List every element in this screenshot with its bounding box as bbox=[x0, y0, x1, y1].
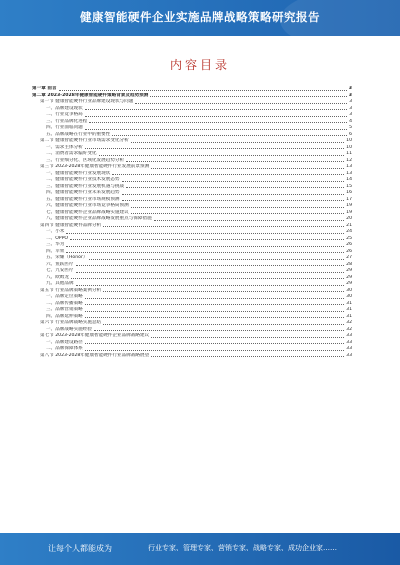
toc-leader-dots bbox=[85, 343, 344, 344]
toc-entry-title: 第五节 行业品牌策略案例分析 bbox=[40, 287, 102, 293]
toc-leader-dots bbox=[85, 109, 347, 110]
toc-leader-dots bbox=[85, 129, 347, 130]
toc-entry-title: 一、品牌定位策略 bbox=[46, 294, 83, 299]
toc-entry-page: 3 bbox=[349, 112, 352, 117]
toc-entry-title: 第四节 健康智能硬件品牌分析 bbox=[40, 222, 102, 228]
toc-entry-title: 一、品牌战略实施经验 bbox=[46, 326, 92, 332]
toc-entry-title: 六、健康智能硬件行业市场竞争格局预测 bbox=[46, 203, 129, 208]
toc-entry-page: 28 bbox=[346, 261, 352, 267]
toc-leader-dots bbox=[151, 168, 344, 169]
toc-entry-title: 第一节 健康智能硬件行业品牌建设现状与问题 bbox=[40, 99, 134, 104]
toc-entry-page: 13 bbox=[346, 164, 352, 169]
toc-entry-page: 21 bbox=[346, 222, 352, 228]
toc-entry-page: 24 bbox=[346, 229, 352, 234]
toc-entry-title: 九、其他品牌 bbox=[46, 281, 74, 286]
toc-leader-dots bbox=[154, 220, 344, 221]
toc-leader-dots bbox=[66, 252, 344, 253]
toc-entry-title: 四、行业面临问题 bbox=[46, 125, 83, 130]
toc-entry-page: 26 bbox=[346, 248, 352, 254]
toc-entry-page: 19 bbox=[346, 209, 352, 215]
page-header-banner bbox=[0, 0, 400, 36]
toc-entry-title: 三、行业细分化、区域化发展趋势分析 bbox=[46, 157, 125, 163]
toc-leader-dots bbox=[85, 350, 344, 351]
toc-entry-title: 五、品牌战略在行业中的重要性 bbox=[46, 131, 111, 137]
toc-entry-page: 10 bbox=[346, 144, 352, 150]
toc-entry-title: 三、品牌营销策略 bbox=[46, 307, 83, 312]
toc-leader-dots bbox=[85, 116, 347, 117]
toc-entry-page: 33 bbox=[346, 352, 352, 358]
toc-entry-page: 30 bbox=[346, 294, 352, 299]
toc-entry-title: 第二章 2023-2028年健康智能硬件策略背景及趋势预测 bbox=[32, 92, 149, 98]
page-footer-banner bbox=[0, 533, 400, 565]
toc-entry-title: 二、OPPO bbox=[46, 235, 68, 241]
toc-leader-dots bbox=[85, 298, 344, 299]
toc-leader-dots bbox=[122, 181, 345, 182]
toc-entry-title: 第七节 2023-2028年健康智能硬件企业品牌战略建议 bbox=[40, 333, 150, 338]
toc-leader-dots bbox=[66, 246, 344, 247]
toc-leader-dots bbox=[66, 233, 344, 234]
toc-entry-page: 29 bbox=[346, 274, 352, 280]
toc-entry-page: 17 bbox=[346, 196, 352, 202]
toc-leader-dots bbox=[131, 207, 344, 208]
toc-leader-dots bbox=[89, 122, 347, 123]
toc-leader-dots bbox=[76, 285, 345, 286]
toc-entry-title: 一、品牌建设路径 bbox=[46, 339, 83, 345]
toc-leader-dots bbox=[122, 194, 345, 195]
toc-leader-dots bbox=[85, 311, 344, 312]
toc-leader-dots bbox=[150, 96, 346, 97]
toc-leader-dots bbox=[76, 265, 345, 266]
toc-entry-page: 29 bbox=[346, 281, 352, 286]
toc-leader-dots bbox=[112, 174, 344, 175]
toc-entry-title: 第二节 健康智能硬件行业市场需求变化分析 bbox=[40, 138, 129, 143]
toc-entry-page: 14 bbox=[346, 177, 352, 182]
toc-entry-page: 32 bbox=[346, 326, 352, 332]
toc-leader-dots bbox=[76, 272, 345, 273]
toc-entry-title: 四、品牌延伸策略 bbox=[46, 313, 83, 319]
toc-entry-title: 三、行业品牌化进程 bbox=[46, 118, 88, 124]
toc-entry-title: 五、健康智能硬件行业市场规模预测 bbox=[46, 196, 120, 202]
report-title: 健康智能硬件企业实施品牌战略策略研究报告 bbox=[80, 10, 320, 24]
toc-leader-dots bbox=[126, 187, 344, 188]
toc-leader-dots bbox=[131, 142, 344, 143]
toc-entry-title: 第六节 行业品牌战略实施总结 bbox=[40, 320, 102, 325]
toc-entry-title: 二、品牌保障体系 bbox=[46, 346, 83, 351]
toc-leader-dots bbox=[131, 213, 344, 214]
toc-entry-title: 八、欧姆龙 bbox=[46, 274, 69, 280]
toc-leader-dots bbox=[103, 324, 344, 325]
toc-entry-page: 20 bbox=[346, 216, 352, 221]
toc-leader-dots bbox=[151, 337, 344, 338]
toc-leader-dots bbox=[85, 304, 344, 305]
toc-entry-page: 31 bbox=[346, 313, 352, 319]
toc-leader-dots bbox=[99, 155, 345, 156]
toc-entry-page: 33 bbox=[346, 333, 352, 338]
toc-entry-page: 19 bbox=[346, 203, 352, 208]
toc-leader-dots bbox=[94, 330, 344, 331]
toc-leader-dots bbox=[89, 259, 344, 260]
toc-entry-title: 四、苹果 bbox=[46, 248, 65, 254]
toc-leader-dots bbox=[135, 103, 347, 104]
toc-entry-page: 15 bbox=[346, 183, 352, 189]
toc-entry-page: 6 bbox=[349, 131, 352, 137]
toc-entry-title: 六、鱼跃医疗 bbox=[46, 261, 74, 267]
toc-entry-page: 26 bbox=[346, 242, 352, 247]
toc-entry-page: 5 bbox=[349, 125, 352, 130]
toc-leader-dots bbox=[85, 317, 344, 318]
toc-entry-title: 一、小米 bbox=[46, 229, 65, 234]
toc-entry[interactable] bbox=[32, 353, 352, 360]
toc-entry-title: 五、荣耀（Honor） bbox=[46, 255, 88, 260]
toc-entry-page: 32 bbox=[346, 320, 352, 325]
toc-entry-title: 第三节 2023-2028年健康智能硬件行业发展前景预测 bbox=[40, 164, 150, 169]
toc-entry-page: 31 bbox=[346, 300, 352, 306]
toc-entry-page: 3 bbox=[349, 105, 352, 111]
toc-entry-title: 二、品牌传播策略 bbox=[46, 300, 83, 306]
toc-entry-title: 二、健康智能硬件行业技术发展态势 bbox=[46, 177, 120, 182]
toc-leader-dots bbox=[103, 226, 344, 227]
toc-entry-page: 4 bbox=[349, 118, 352, 124]
toc-entry-title: 二、消费者需求偏好变化 bbox=[46, 151, 97, 156]
toc-entry-page: 12 bbox=[346, 157, 352, 163]
toc-entry-title: 七、健康智能硬件企业品牌战略实施建议 bbox=[46, 209, 129, 215]
toc-entry-page: 27 bbox=[346, 255, 352, 260]
toc-leader-dots bbox=[122, 200, 345, 201]
toc-leader-dots bbox=[59, 90, 347, 91]
toc-entry-page: 13 bbox=[346, 170, 352, 176]
toc-entry-page: 25 bbox=[346, 235, 352, 241]
toc-entry-title: 一、需求主体分析 bbox=[46, 144, 83, 150]
toc-entry-page: 10 bbox=[346, 138, 352, 143]
toc-heading: 内容目录 bbox=[169, 58, 230, 72]
toc-leader-dots bbox=[85, 148, 344, 149]
toc-leader-dots bbox=[112, 135, 347, 136]
toc-leader-dots bbox=[103, 291, 344, 292]
toc-entry-title: 三、华为 bbox=[46, 242, 65, 247]
toc-entry-page: 33 bbox=[346, 346, 352, 351]
toc-entry-page: 11 bbox=[346, 151, 352, 156]
footer-slogan: 让每个人都能成为 bbox=[48, 544, 112, 553]
toc-leader-dots bbox=[126, 161, 344, 162]
toc-entry-page: 3 bbox=[348, 92, 352, 98]
toc-entry-page: 30 bbox=[346, 287, 352, 293]
toc-entry-page: 3 bbox=[349, 99, 352, 104]
toc-entry-page: 29 bbox=[346, 268, 352, 273]
toc-entry-title: 四、健康智能硬件行业未来发展趋势 bbox=[46, 190, 120, 195]
toc-leader-dots bbox=[70, 239, 344, 240]
table-of-contents bbox=[32, 86, 352, 359]
toc-entry-title: 三、健康智能硬件行业发展机遇与挑战 bbox=[46, 183, 125, 189]
toc-entry-page: 3 bbox=[348, 86, 352, 91]
toc-entry-title: 八、健康智能硬件企业品牌战略发展重点与保障措施 bbox=[46, 216, 152, 221]
toc-entry-title: 一、健康智能硬件行业发展现状 bbox=[46, 170, 111, 176]
footer-tagline: 行业专家、管理专家、营销专家、战略专家、成功企业家…… bbox=[148, 544, 337, 552]
toc-entry-title: 第一章 前言 bbox=[32, 86, 57, 91]
toc-entry-page: 33 bbox=[346, 339, 352, 345]
toc-entry-title: 第八节 2023-2028年健康智能硬件行业品牌战略展望 bbox=[40, 352, 150, 358]
toc-entry-title: 二、行业竞争格局 bbox=[46, 112, 83, 117]
toc-entry-page: 16 bbox=[346, 190, 352, 195]
toc-leader-dots bbox=[71, 278, 344, 279]
toc-entry-title: 一、品牌建设现状 bbox=[46, 105, 83, 111]
toc-leader-dots bbox=[151, 356, 344, 357]
toc-entry-page: 31 bbox=[346, 307, 352, 312]
toc-entry-title: 七、九安医疗 bbox=[46, 268, 74, 273]
